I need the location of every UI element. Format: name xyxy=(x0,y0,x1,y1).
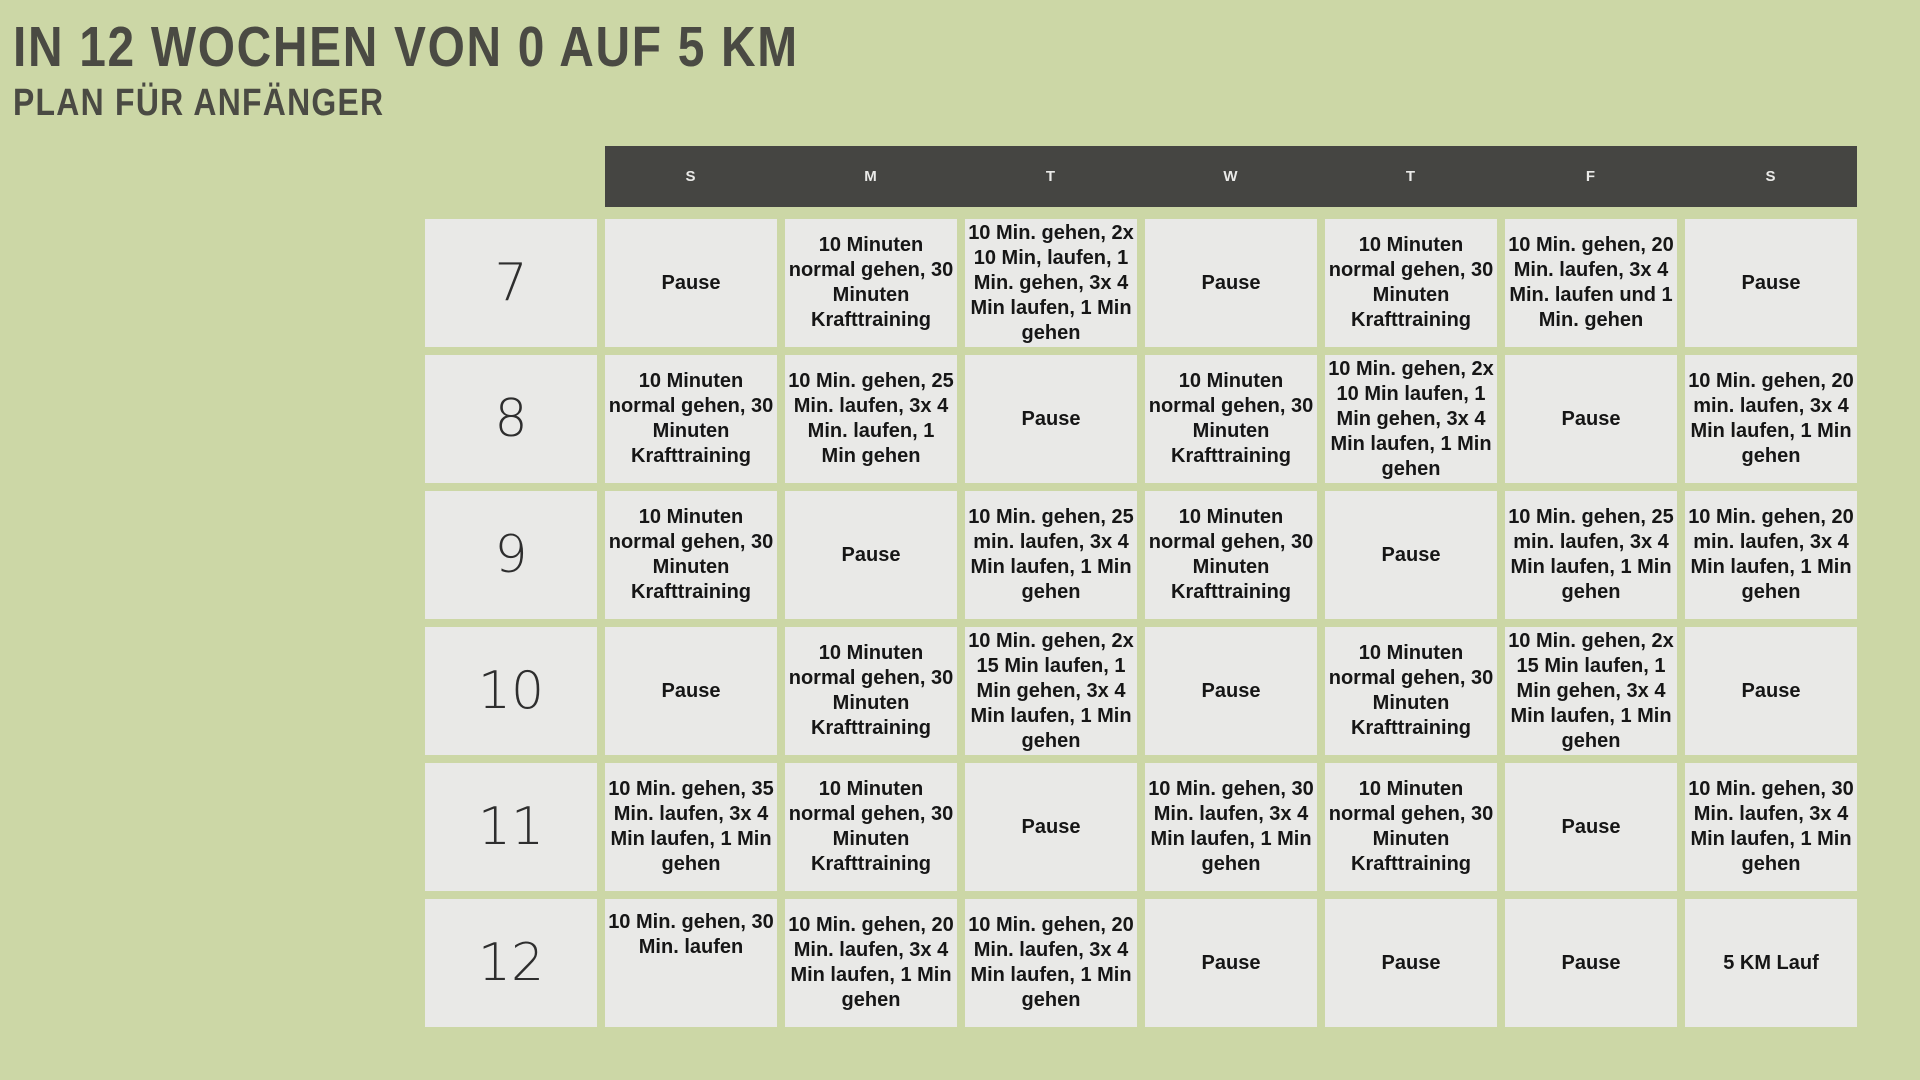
training-cell: Pause xyxy=(605,627,777,755)
training-cell: 10 Min. gehen, 20 min. laufen, 3x 4 Min laufen, 1 Min gehen xyxy=(1685,355,1857,483)
week-number-cell: 12 xyxy=(425,899,597,1027)
training-cell: 10 Minuten normal gehen, 30 Minuten Krafttraining xyxy=(1145,355,1317,483)
training-cell: 10 Minuten normal gehen, 30 Minuten Krafttraining xyxy=(785,763,957,891)
training-cell: Pause xyxy=(1325,491,1497,619)
training-cell: 10 Minuten normal gehen, 30 Minuten Krafttraining xyxy=(1325,627,1497,755)
training-cell: 10 Min. gehen, 2x 15 Min laufen, 1 Min gehen, 3x 4 Min laufen, 1 Min gehen xyxy=(965,627,1137,755)
week-number-cell: 10 xyxy=(425,627,597,755)
training-cell: 10 Min. gehen, 2x 15 Min laufen, 1 Min gehen, 3x 4 Min laufen, 1 Min gehen xyxy=(1505,627,1677,755)
weekday-header-monday: M xyxy=(864,168,878,185)
training-cell: Pause xyxy=(1505,899,1677,1027)
training-cell: 10 Minuten normal gehen, 30 Minuten Krafttraining xyxy=(1325,763,1497,891)
training-cell: 10 Min. gehen, 30 Min. laufen, 3x 4 Min laufen, 1 Min gehen xyxy=(1145,763,1317,891)
week-number-cell: 8 xyxy=(425,355,597,483)
training-cell: 10 Min. gehen, 20 Min. laufen, 3x 4 Min laufen, 1 Min gehen xyxy=(965,899,1137,1027)
week-number-cell: 7 xyxy=(425,219,597,347)
training-cell: 10 Min. gehen, 35 Min. laufen, 3x 4 Min laufen, 1 Min gehen xyxy=(605,763,777,891)
training-cell: Pause xyxy=(1325,899,1497,1027)
weekday-header-row xyxy=(605,146,1857,207)
training-cell: Pause xyxy=(785,491,957,619)
training-cell: 10 Min. gehen, 30 Min. laufen xyxy=(605,899,777,1027)
training-cell: 10 Min. gehen, 2x 10 Min, laufen, 1 Min. gehen, 3x 4 Min laufen, 1 Min gehen xyxy=(965,219,1137,347)
training-cell: 10 Min. gehen, 2x 10 Min laufen, 1 Min gehen, 3x 4 Min laufen, 1 Min gehen xyxy=(1325,355,1497,483)
page-subtitle: PLAN FÜR ANFÄNGER xyxy=(13,81,385,124)
training-cell: Pause xyxy=(965,355,1137,483)
week-number-cell: 11 xyxy=(425,763,597,891)
weekday-header-tuesday: T xyxy=(1045,168,1057,185)
training-cell: 10 Minuten normal gehen, 30 Minuten Krafttraining xyxy=(605,491,777,619)
week-number-cell: 9 xyxy=(425,491,597,619)
training-cell: Pause xyxy=(1505,763,1677,891)
training-cell: 10 Min. gehen, 25 Min. laufen, 3x 4 Min. laufen, 1 Min gehen xyxy=(785,355,957,483)
training-schedule-table xyxy=(425,219,1857,1027)
training-cell: Pause xyxy=(965,763,1137,891)
training-cell: Pause xyxy=(1145,627,1317,755)
training-cell: 10 Minuten normal gehen, 30 Minuten Krafttraining xyxy=(785,627,957,755)
training-cell: Pause xyxy=(605,219,777,347)
weekday-header-friday: F xyxy=(1585,168,1597,185)
training-cell: 5 KM Lauf xyxy=(1685,899,1857,1027)
weekday-header-saturday: S xyxy=(1765,168,1777,185)
training-cell: 10 Minuten normal gehen, 30 Minuten Krafttraining xyxy=(605,355,777,483)
training-cell: 10 Min. gehen, 25 min. laufen, 3x 4 Min laufen, 1 Min gehen xyxy=(965,491,1137,619)
training-cell: Pause xyxy=(1685,219,1857,347)
title-block xyxy=(13,16,949,126)
weekday-header-sunday: S xyxy=(685,168,697,185)
page-title: IN 12 WOCHEN VON 0 AUF 5 KM xyxy=(13,15,799,79)
training-cell: Pause xyxy=(1145,219,1317,347)
training-cell: 10 Minuten normal gehen, 30 Minuten Krafttraining xyxy=(1325,219,1497,347)
weekday-header-wednesday: W xyxy=(1223,168,1239,185)
training-cell: 10 Min. gehen, 20 Min. laufen, 3x 4 Min laufen, 1 Min gehen xyxy=(785,899,957,1027)
training-cell: 10 Minuten normal gehen, 30 Minuten Krafttraining xyxy=(1145,491,1317,619)
training-cell: 10 Min. gehen, 30 Min. laufen, 3x 4 Min laufen, 1 Min gehen xyxy=(1685,763,1857,891)
training-cell: 10 Minuten normal gehen, 30 Minuten Krafttraining xyxy=(785,219,957,347)
training-cell: Pause xyxy=(1145,899,1317,1027)
training-cell: Pause xyxy=(1505,355,1677,483)
training-cell: Pause xyxy=(1685,627,1857,755)
weekday-header-thursday: T xyxy=(1405,168,1417,185)
training-cell: 10 Min. gehen, 20 min. laufen, 3x 4 Min laufen, 1 Min gehen xyxy=(1685,491,1857,619)
training-cell: 10 Min. gehen, 25 min. laufen, 3x 4 Min laufen, 1 Min gehen xyxy=(1505,491,1677,619)
training-cell: 10 Min. gehen, 20 Min. laufen, 3x 4 Min. laufen und 1 Min. gehen xyxy=(1505,219,1677,347)
